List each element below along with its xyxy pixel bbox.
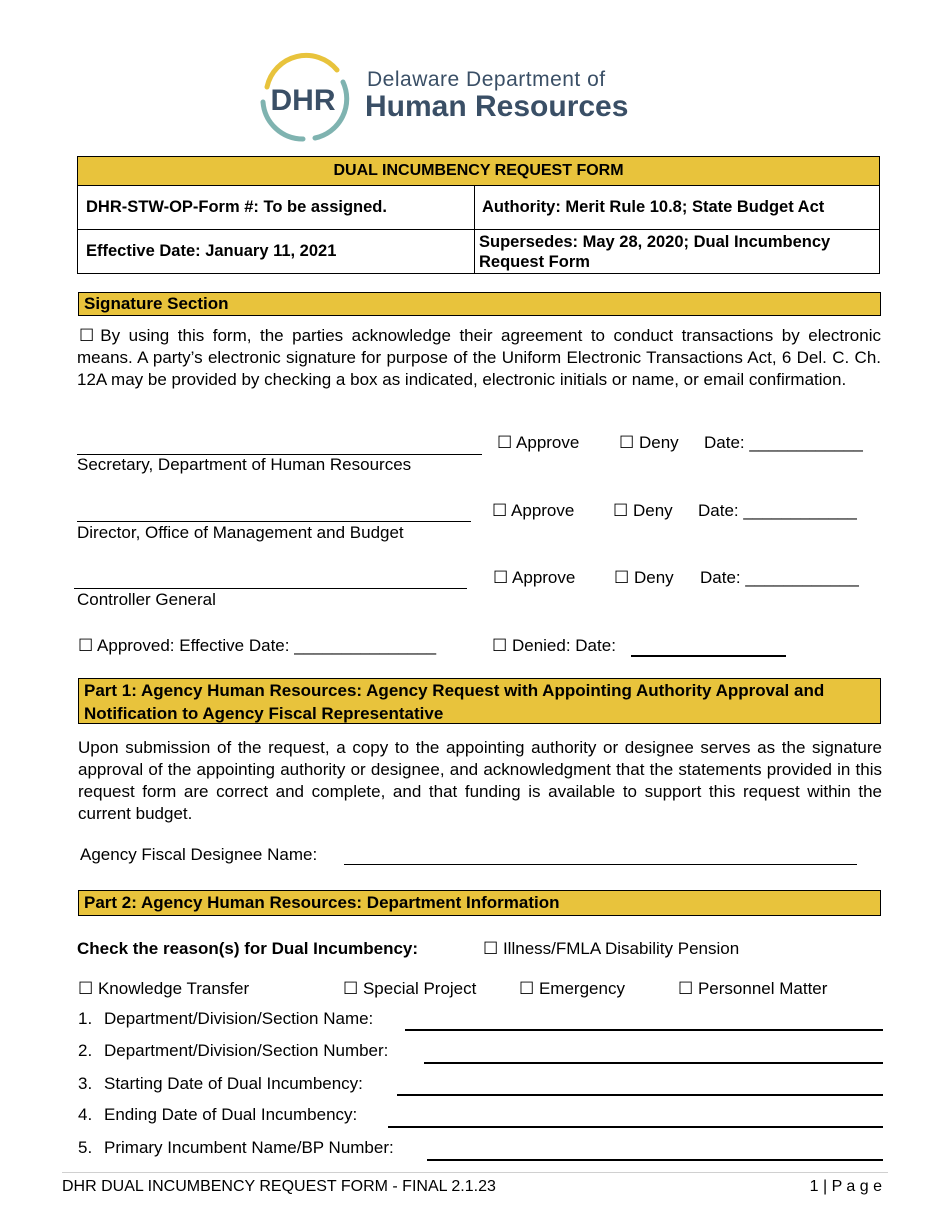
denied-date-line[interactable] [631, 640, 786, 657]
effective-date: Effective Date: January 11, 2021 [86, 242, 337, 260]
approve-checkbox[interactable]: ☐ Approve [497, 433, 580, 452]
signature-section-heading: Signature Section [78, 292, 881, 316]
footer-divider [62, 1172, 888, 1173]
reason-personnel-matter-checkbox[interactable]: ☐ Personnel Matter [678, 979, 828, 998]
reason-emergency-checkbox[interactable]: ☐ Emergency [519, 979, 625, 998]
page-number: 1 | P a g e [809, 1178, 882, 1195]
fiscal-designee-label: Agency Fiscal Designee Name: [80, 845, 318, 864]
field-label: Primary Incumbent Name/BP Number: [104, 1138, 394, 1157]
field-number: 4. [78, 1105, 93, 1124]
form-title: DUAL INCUMBENCY REQUEST FORM [78, 157, 879, 186]
footer-form-id: DHR DUAL INCUMBENCY REQUEST FORM - FINAL 2.1.23 [62, 1178, 496, 1195]
field-number: 3. [78, 1074, 93, 1093]
deny-checkbox[interactable]: ☐ Deny [613, 501, 673, 520]
logo-initials: DHR [270, 84, 336, 117]
approved-checkbox[interactable]: ☐ Approved: Effective Date: _______________ [78, 636, 437, 655]
part2-heading: Part 2: Agency Human Resources: Department Information [78, 890, 881, 916]
approve-checkbox[interactable]: ☐ Approve [493, 568, 576, 587]
starting-date-input[interactable] [397, 1078, 883, 1096]
date-field[interactable]: Date: ____________ [700, 568, 859, 587]
ending-date-input[interactable] [388, 1110, 883, 1128]
field-label: Starting Date of Dual Incumbency: [104, 1074, 363, 1093]
signer-title: Controller General [77, 590, 216, 609]
signer-title: Secretary, Department of Human Resources [77, 455, 412, 474]
signature-line[interactable] [77, 438, 482, 455]
signature-line[interactable] [77, 505, 471, 522]
part1-text: Upon submission of the request, a copy to the appointing authority or designee serves as the signature approval of the appointing authority or designee, and acknowledgment that the statements provided in this request form are correct and complete, and that funding is available to support this request within the current budget. [78, 738, 882, 823]
field-number: 1. [78, 1009, 93, 1028]
logo-line2: Human Resources [365, 90, 629, 123]
supersedes: Supersedes: May 28, 2020; Dual Incumbency Request Form [479, 232, 831, 271]
reason-knowledge-transfer-checkbox[interactable]: ☐ Knowledge Transfer [78, 979, 250, 998]
field-label: Ending Date of Dual Incumbency: [104, 1105, 358, 1124]
reason-illness-checkbox[interactable]: ☐ Illness/FMLA Disability Pension [483, 939, 740, 958]
logo-line1: Delaware Department of [367, 68, 606, 91]
deny-checkbox[interactable]: ☐ Deny [614, 568, 674, 587]
signature-line[interactable] [74, 572, 467, 589]
department-number-input[interactable] [424, 1046, 883, 1064]
part1-heading: Part 1: Agency Human Resources: Agency Request with Appointing Authority Approval and Notification to Agency Fiscal Representative [78, 678, 881, 724]
approve-checkbox[interactable]: ☐ Approve [492, 501, 575, 520]
ack-checkbox[interactable]: ☐ [79, 326, 95, 345]
ack-text: By using this form, the parties acknowledge their agreement to conduct transactions by electronic means. A party’s electronic signature for purpose of the Uniform Electronic Transactions Act, 6 Del. C. Ch. 12A may be provided by checking a box as indicated, electronic initials or name, or email confirmation. [77, 326, 881, 389]
header-table [77, 156, 880, 274]
field-label: Department/Division/Section Name: [104, 1009, 374, 1028]
authority: Authority: Merit Rule 10.8; State Budget Act [482, 198, 825, 216]
date-field[interactable]: Date: ____________ [698, 501, 857, 520]
denied-checkbox[interactable]: ☐ Denied: Date: [492, 636, 616, 655]
deny-checkbox[interactable]: ☐ Deny [619, 433, 679, 452]
field-label: Department/Division/Section Number: [104, 1041, 389, 1060]
department-name-input[interactable] [405, 1013, 883, 1031]
reason-special-project-checkbox[interactable]: ☐ Special Project [343, 979, 477, 998]
field-number: 5. [78, 1138, 93, 1157]
reasons-label: Check the reason(s) for Dual Incumbency: [77, 939, 419, 958]
dhr-logo [255, 52, 675, 142]
signer-title: Director, Office of Management and Budget [77, 523, 404, 542]
fiscal-designee-input[interactable] [344, 849, 857, 865]
dhr-logo-ring-icon [255, 52, 355, 142]
form-number: DHR-STW-OP-Form #: To be assigned. [86, 198, 387, 216]
field-number: 2. [78, 1041, 93, 1060]
date-field[interactable]: Date: ____________ [704, 433, 863, 452]
esign-acknowledgment [77, 325, 881, 391]
primary-incumbent-input[interactable] [427, 1143, 883, 1161]
